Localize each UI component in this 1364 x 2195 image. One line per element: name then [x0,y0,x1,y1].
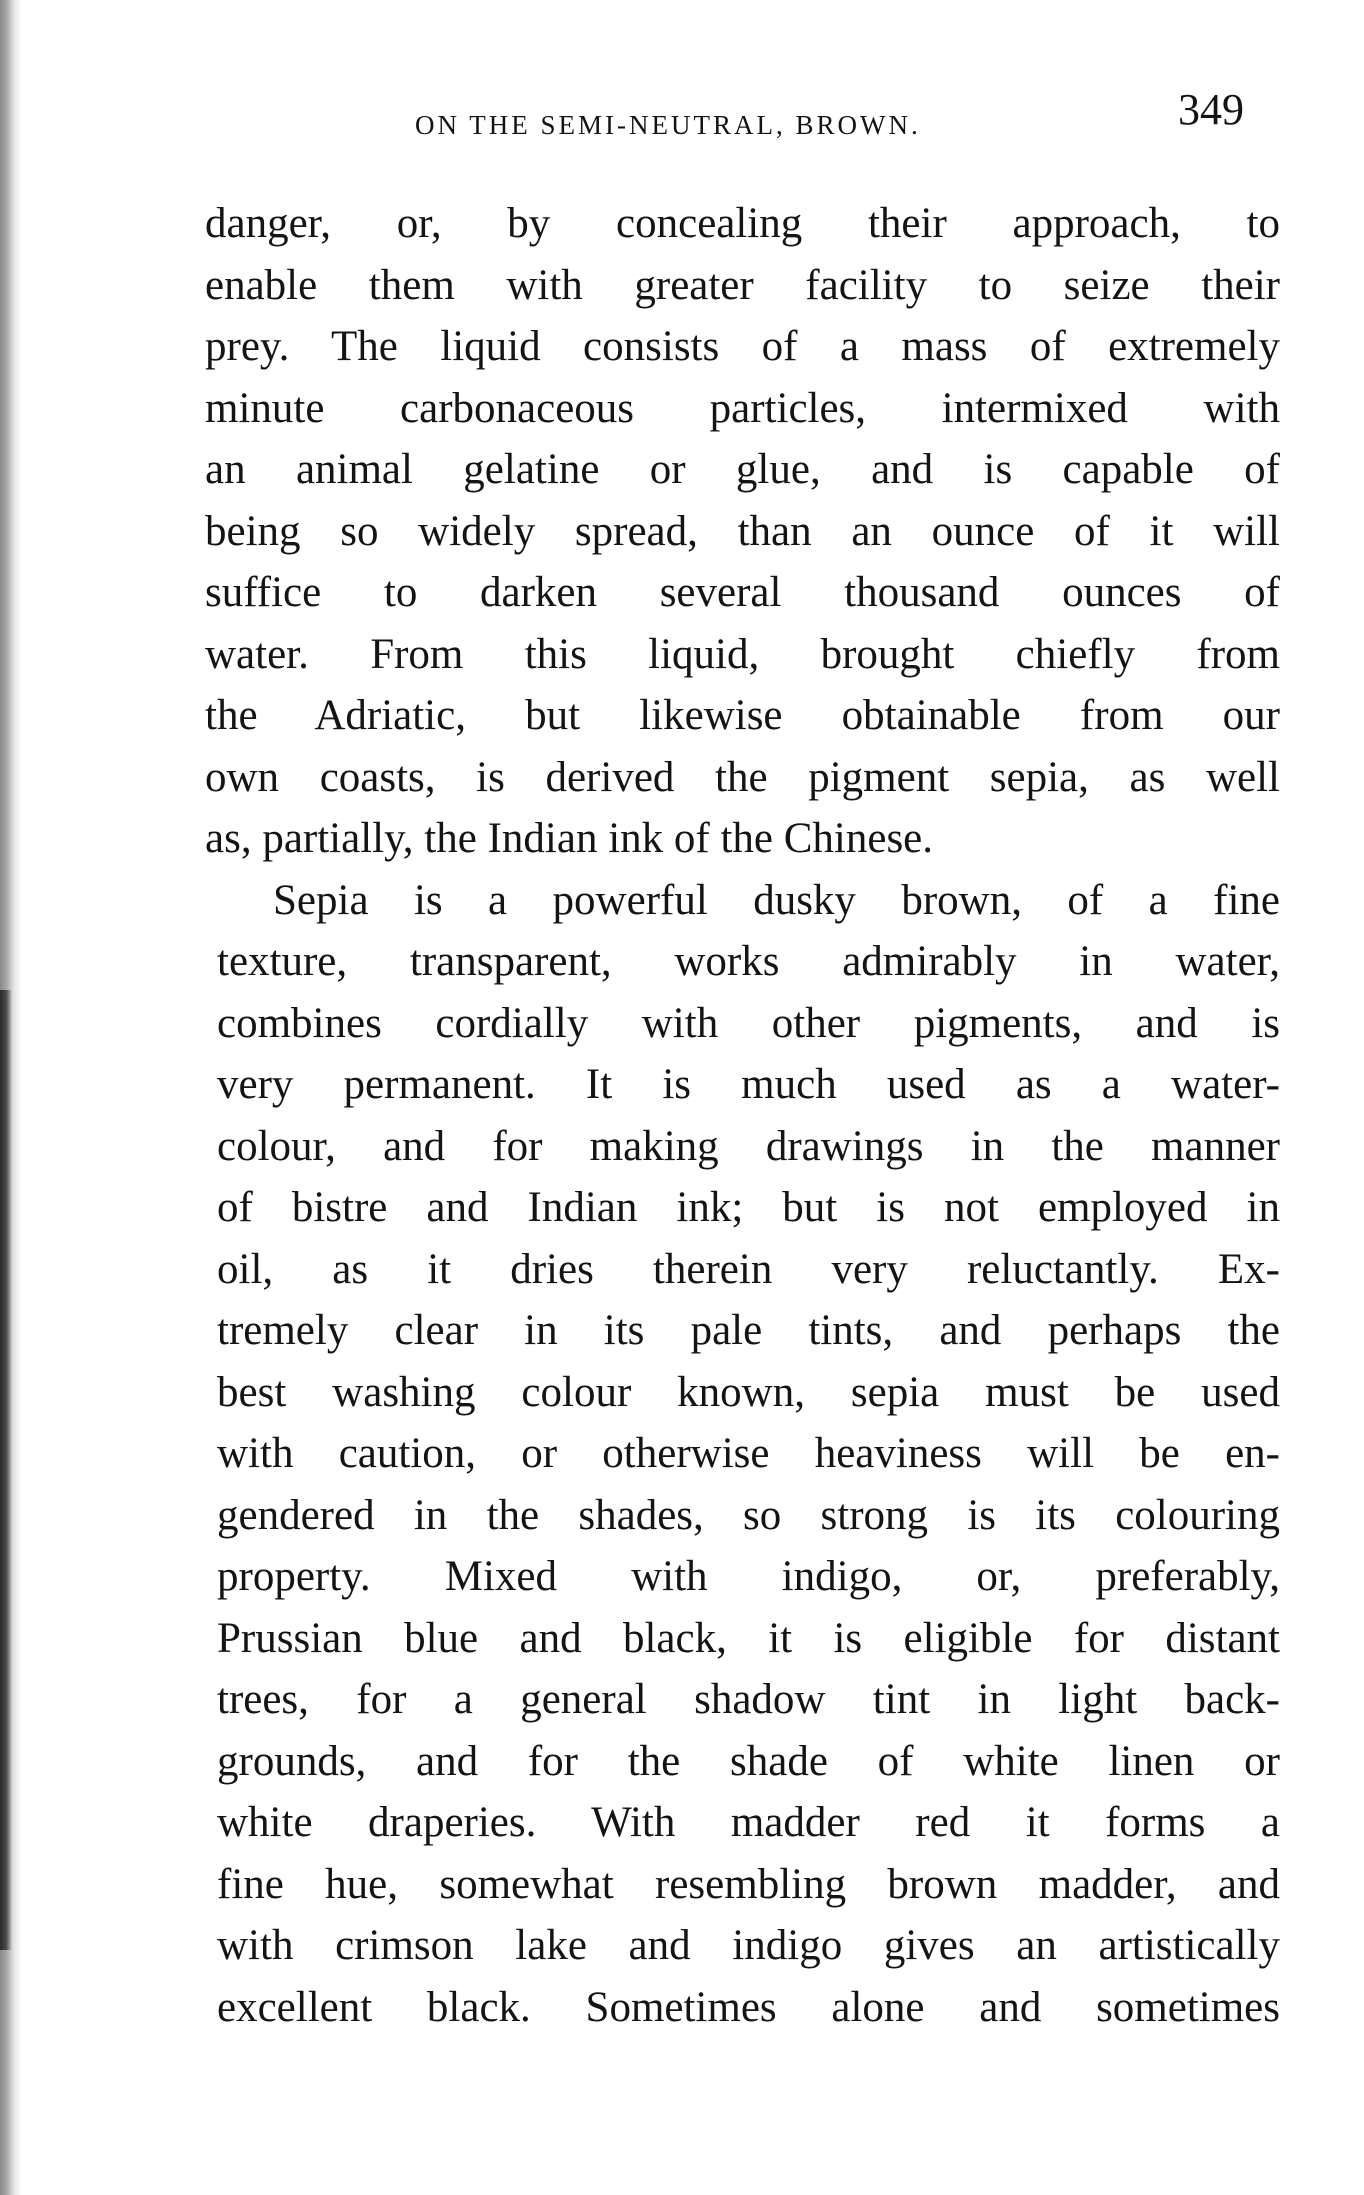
paragraph-2 [217,870,1280,2039]
text-line: very permanent. It is much used as a water- [217,1061,1280,1108]
text-line: Sepia is a powerful dusky brown, of a fine [273,876,1280,924]
text-line: fine hue, somewhat resembling brown madder, and [217,1860,1280,1908]
text-line: white draperies. With madder red it forms a [217,1799,1280,1846]
text-line: Prussian blue and black, it is eligible for distant [217,1614,1280,1662]
text-line: suffice to darken several thousand ounces of [205,569,1280,616]
text-line: texture, transparent, works admirably in water, [217,938,1280,985]
text-line: gendered in the shades, so strong is its colouring [217,1491,1280,1539]
text-line: excellent black. Sometimes alone and sometimes [217,1983,1280,2031]
text-line: of bistre and Indian ink; but is not employed in [217,1184,1280,1231]
text-line: colour, and for making drawings in the manner [217,1122,1280,1170]
text-line: being so widely spread, than an ounce of it will [205,507,1280,555]
text-line: minute carbonaceous particles, intermixed with [205,384,1280,432]
text-line: best washing colour known, sepia must be used [217,1368,1280,1416]
text-line: with crimson lake and indigo gives an artistically [217,1922,1280,1969]
text-line: oil, as it dries therein very reluctantly. Ex- [217,1245,1280,1293]
text-line: grounds, and for the shade of white linen or [217,1737,1280,1785]
text-line: enable them with greater facility to seize their [205,261,1280,309]
text-line: combines cordially with other pigments, and is [217,999,1280,1047]
running-title: ON THE SEMI-NEUTRAL, BROWN. [415,110,921,140]
text-line: an animal gelatine or glue, and is capable of [205,446,1280,493]
text-line: trees, for a general shadow tint in light back- [217,1676,1280,1723]
text-line: danger, or, by concealing their approach, to [205,200,1280,247]
text-line: tremely clear in its pale tints, and perhaps the [217,1307,1280,1354]
paragraph-1 [205,193,1280,870]
text-line: property. Mixed with indigo, or, preferably, [217,1553,1280,1600]
text-line: prey. The liquid consists of a mass of extremely [205,323,1280,370]
text-line: own coasts, is derived the pigment sepia, as well [205,753,1280,801]
text-line: water. From this liquid, brought chiefly from [205,630,1280,678]
body-text [205,193,1280,2038]
text-line: with caution, or otherwise heaviness will be en- [217,1430,1280,1477]
page-binding-shadow-dark [0,990,12,1950]
text-line: as, partially, the Indian ink of the Chinese. [205,815,934,862]
page-number: 349 [1178,85,1244,134]
text-line: the Adriatic, but likewise obtainable from our [205,692,1280,739]
